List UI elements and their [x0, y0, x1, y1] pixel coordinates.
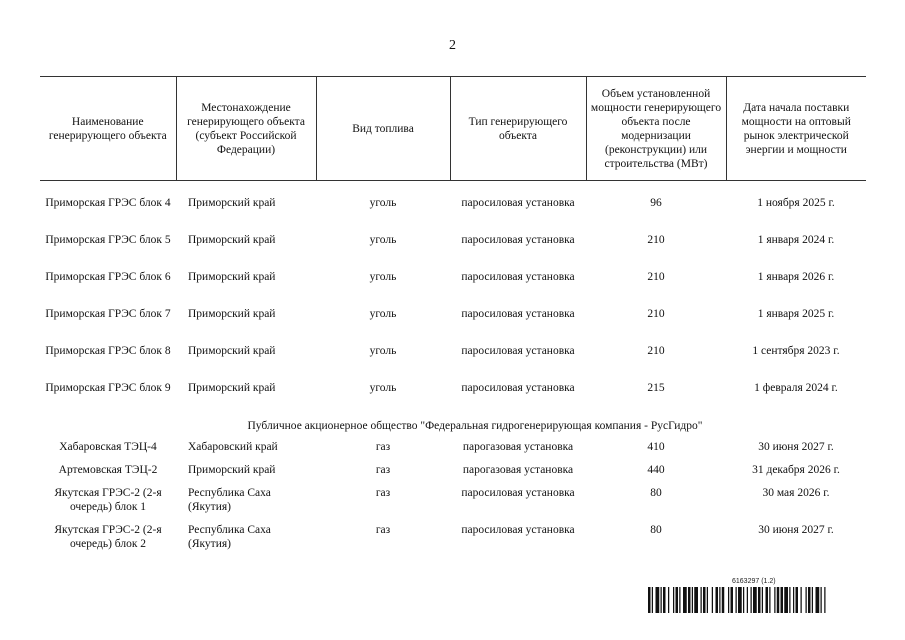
cell-object-name: Приморская ГРЭС блок 8 — [45, 345, 171, 357]
table-row — [40, 463, 866, 486]
cell-location: Приморский край — [188, 382, 276, 394]
cell-location: Приморский край — [188, 464, 276, 476]
cell-object-type: паросиловая установка — [461, 345, 575, 357]
cell-location: Республика Саха (Якутия) — [188, 487, 271, 513]
cell-fuel: газ — [375, 441, 391, 453]
cell-fuel: газ — [375, 524, 391, 536]
header-fuel-type: Вид топлива — [316, 77, 450, 181]
cell-date: 1 января 2025 г. — [757, 308, 835, 320]
cell-object-name: Приморская ГРЭС блок 5 — [45, 234, 171, 246]
cell-date: 30 июня 2027 г. — [758, 441, 834, 453]
cell-capacity: 440 — [647, 464, 665, 476]
generating-objects-table — [40, 76, 866, 560]
table-group-row — [40, 418, 866, 440]
cell-fuel: уголь — [369, 308, 397, 320]
cell-object-type: паросиловая установка — [461, 271, 575, 283]
cell-object-name: Артемовская ТЭЦ-2 — [58, 464, 158, 476]
cell-object-name: Якутская ГРЭС-2 (2-я очередь) блок 2 — [54, 524, 162, 550]
cell-fuel: газ — [375, 487, 391, 499]
cell-location: Приморский край — [188, 308, 276, 320]
table-row — [40, 523, 866, 560]
table-row — [40, 307, 866, 344]
table-row — [40, 440, 866, 463]
cell-object-type: парогазовая установка — [462, 441, 574, 453]
cell-capacity: 410 — [647, 441, 665, 453]
table-header-row — [40, 77, 866, 181]
table-row — [40, 344, 866, 381]
table-row — [40, 270, 866, 307]
cell-location: Приморский край — [188, 234, 276, 246]
cell-capacity: 210 — [647, 345, 665, 357]
header-capacity: Объем установленной мощности генерирующего объекта после модернизации (реконструкции) или строительства (МВт) — [586, 77, 726, 181]
cell-object-type: паросиловая установка — [461, 524, 575, 536]
cell-object-name: Хабаровская ТЭЦ-4 — [59, 441, 157, 453]
table-row — [40, 486, 866, 523]
cell-date: 31 декабря 2026 г. — [752, 464, 840, 476]
cell-capacity: 210 — [647, 271, 665, 283]
cell-fuel: уголь — [369, 345, 397, 357]
group-title: Публичное акционерное общество "Федеральная гидрогенерирующая компания - РусГидро" — [247, 420, 703, 432]
cell-location: Приморский край — [188, 345, 276, 357]
cell-location: Приморский край — [188, 271, 276, 283]
header-supply-start-date: Дата начала поставки мощности на оптовый рынок электрической энергии и мощности — [726, 77, 866, 181]
cell-object-name: Приморская ГРЭС блок 9 — [45, 382, 171, 394]
cell-date: 1 сентября 2023 г. — [752, 345, 840, 357]
cell-object-type: паросиловая установка — [461, 197, 575, 209]
cell-object-type: паросиловая установка — [461, 382, 575, 394]
table-row — [40, 381, 866, 418]
header-location: Местонахождение генерирующего объекта (субъект Российской Федерации) — [176, 77, 316, 181]
cell-date: 30 мая 2026 г. — [762, 487, 830, 499]
cell-date: 1 ноября 2025 г. — [757, 197, 835, 209]
cell-capacity: 96 — [650, 197, 662, 209]
cell-object-name: Приморская ГРЭС блок 6 — [45, 271, 171, 283]
cell-capacity: 210 — [647, 308, 665, 320]
cell-capacity: 80 — [650, 487, 662, 499]
cell-location: Хабаровский край — [188, 441, 278, 453]
cell-object-type: паросиловая установка — [461, 487, 575, 499]
cell-capacity: 80 — [650, 524, 662, 536]
cell-object-name: Якутская ГРЭС-2 (2-я очередь) блок 1 — [54, 487, 162, 513]
cell-object-name: Приморская ГРЭС блок 7 — [45, 308, 171, 320]
cell-location: Республика Саха (Якутия) — [188, 524, 271, 550]
cell-date: 30 июня 2027 г. — [758, 524, 834, 536]
table-row — [40, 233, 866, 270]
header-object-name: Наименование генерирующего объекта — [40, 77, 176, 181]
cell-fuel: газ — [375, 464, 391, 476]
cell-object-type: парогазовая установка — [462, 464, 574, 476]
barcode-icon — [648, 587, 888, 613]
table-row — [40, 181, 866, 234]
cell-date: 1 февраля 2024 г. — [754, 382, 838, 394]
header-object-type: Тип генерирующего объекта — [450, 77, 586, 181]
barcode-block — [648, 578, 888, 613]
page-number: 2 — [449, 38, 456, 53]
cell-object-type: паросиловая установка — [461, 308, 575, 320]
cell-date: 1 января 2024 г. — [757, 234, 835, 246]
cell-location: Приморский край — [188, 197, 276, 209]
cell-capacity: 215 — [647, 382, 665, 394]
cell-object-type: паросиловая установка — [461, 234, 575, 246]
cell-fuel: уголь — [369, 271, 397, 283]
cell-fuel: уголь — [369, 197, 397, 209]
cell-capacity: 210 — [647, 234, 665, 246]
cell-object-name: Приморская ГРЭС блок 4 — [45, 197, 171, 209]
cell-fuel: уголь — [369, 234, 397, 246]
cell-fuel: уголь — [369, 382, 397, 394]
cell-date: 1 января 2026 г. — [757, 271, 835, 283]
barcode-code: 6163297 (1.2) — [732, 578, 776, 585]
